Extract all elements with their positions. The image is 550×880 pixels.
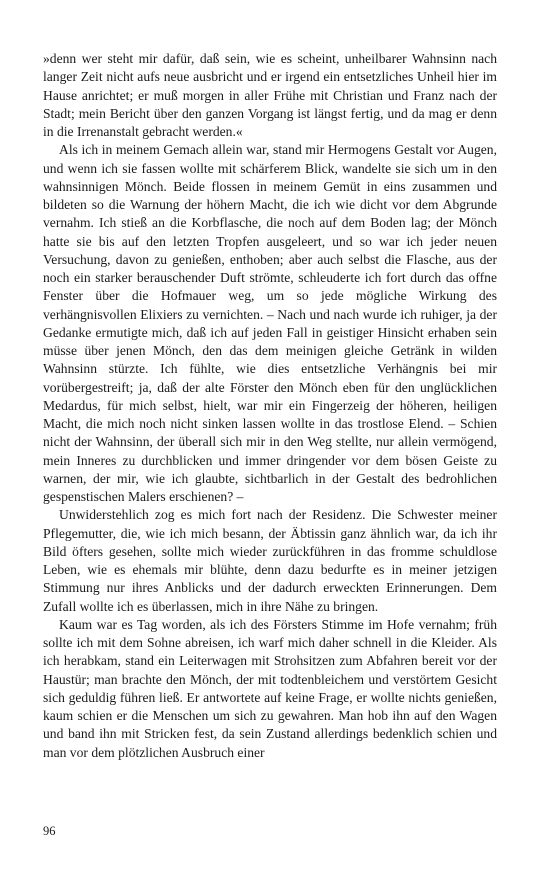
- page-number: 96: [43, 824, 56, 838]
- paragraph-3: Unwiderstehlich zog es mich fort nach der Residenz. Die Schwester meiner Pflegemutter, die, wie ich mich besann, der Äbtissin ganz ähnlich war, da ich ihr Bild öfters gesehen, sollte mich wieder zurückführen in das fromme schuldlose Leben, wie es ehemals mir blühte, denn dazu bedurfte es in meiner jetzigen Stimmung nur ihres Anblicks und der dadurch erweckten Erinnerungen. Dem Zufall wollte ich es überlassen, mich in ihre Nähe zu bringen.: [43, 507, 497, 614]
- body-text: [43, 50, 497, 762]
- paragraph-2: Als ich in meinem Gemach allein war, stand mir Hermogens Gestalt vor Augen, und wenn ich sie fassen wollte mit schärferem Blick, wandelte sie sich um in den wahnsinnigen Mönch. Beide flossen in meinem Gemüt in eins zusammen und bildeten so die Warnung der höhern Macht, die ich wie dicht vor dem Abgrunde vernahm. Ich stieß an die Korbflasche, die noch auf dem Boden lag; der Mönch hatte sie bis auf den letzten Tropfen ausgeleert, und so war ich jeder neuen Versuchung, davon zu genießen, enthoben; aber auch selbst die Flasche, aus der noch ein starker berauschender Duft strömte, schleuderte ich fort durch das offne Fenster über die Hofmauer weg, um so jede mögliche Wirkung des verhängnisvollen Elixiers zu vernichten. – Nach und nach wurde ich ruhiger, ja der Gedanke ermutigte mich, daß ich auf jeden Fall in geistiger Hinsicht erhaben sein müsse über jenen Mönch, den das dem meinigen gleiche Getränk in wilden Wahnsinn stürzte. Ich fühlte, wie dies entsetzliche Verhängnis bei mir vorübergestreift; ja, daß der alte Förster den Mönch eben für den unglücklichen Medardus, für mich selbst, hielt, war mir ein Fingerzeig der höheren, heiligen Macht, die mich noch nicht sinken lassen wollte in das trostlose Elend. – Schien nicht der Wahnsinn, der überall sich mir in den Weg stellte, nur allein vermögend, mein Inneres zu durchblicken und immer dringender vor dem bösen Geiste zu warnen, der mir, wie ich glaubte, sichtbarlich in der Gestalt des bedrohlichen gespenstischen Malers erschienen? –: [43, 142, 497, 504]
- paragraph-4: Kaum war es Tag worden, als ich des Försters Stimme im Hofe vernahm; früh sollte ich mit dem Sohne abreisen, ich warf mich daher schnell in die Kleider. Als ich herabkam, stand ein Leiterwagen mit Strohsitzen zum Abfahren bereit vor der Haustür; man brachte den Mönch, der mit todtenbleichem und verstörtem Gesicht sich geduldig führen ließ. Er antwortete auf keine Frage, er wollte nichts genießen, kaum schien er die Menschen um sich zu gewahren. Man hob ihn auf den Wagen und band ihn mit Stricken fest, da sein Zustand allerdings bedenklich schien und man vor dem plötzlichen Ausbruch einer: [43, 616, 497, 760]
- paragraph-1: »denn wer steht mir dafür, daß sein, wie es scheint, unheilbarer Wahnsinn nach langer Zeit nicht aufs neue ausbricht und er irgend ein entsetzliches Unheil hier im Hause anrichtet; er muß morgen in aller Frühe mit Christian und Franz nach der Stadt; mein Bericht über den ganzen Vorgang ist längst fertig, und da mag er denn in die Irrenanstalt gebracht werden.«: [43, 51, 497, 139]
